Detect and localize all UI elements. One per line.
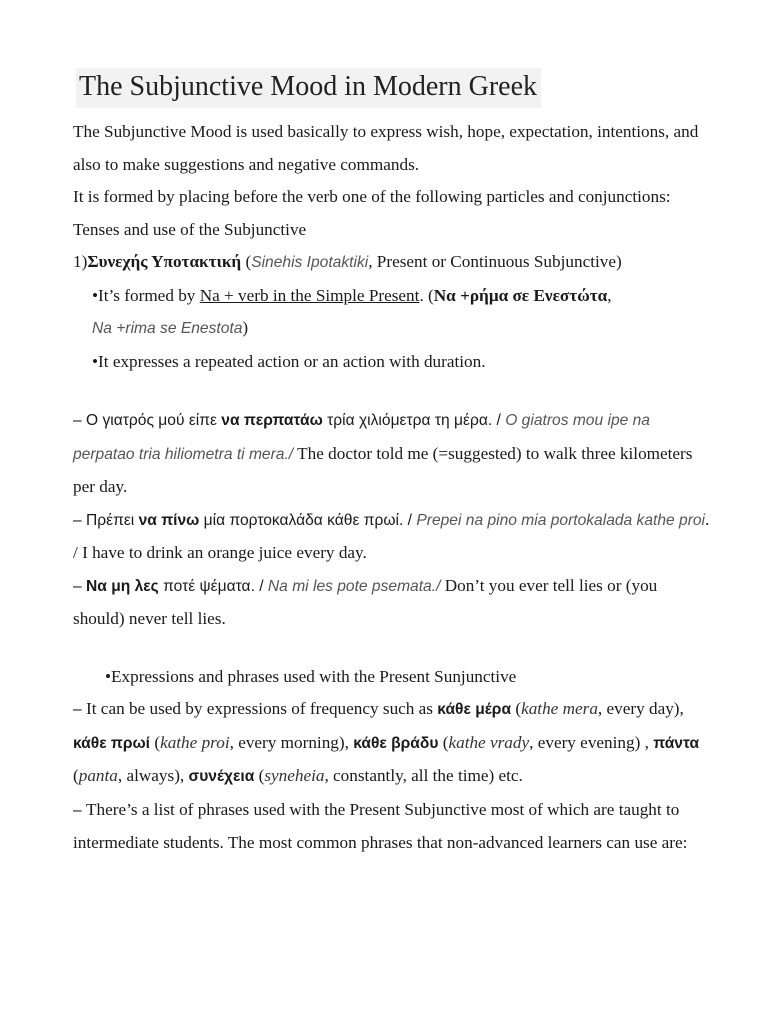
page-title: The Subjunctive Mood in Modern Greek — [76, 68, 541, 108]
greek-term: Συνεχής Υποτακτική — [87, 252, 242, 271]
transliteration: Na +rima se Enestota — [92, 320, 243, 337]
tenses-heading: Tenses and use of the Subjunctive — [73, 219, 307, 239]
greek-bold: συνέχεια — [188, 768, 255, 785]
frequency-paragraph — [73, 693, 713, 794]
comma: , — [607, 285, 612, 305]
greek-bold: κάθε μέρα — [437, 701, 512, 718]
text: , always), — [117, 766, 189, 785]
greek-text: ποτέ ψέματα — [158, 577, 251, 595]
text: , every day), — [597, 699, 684, 718]
greek-bold: κάθε βράδυ — [353, 734, 439, 752]
example-1 — [73, 404, 713, 504]
dash: – — [73, 412, 87, 429]
bullet-expressions: •Expressions and phrases used with the Present Sunjunctive — [105, 666, 517, 686]
english-translation: . / I have to drink an orange juice every day. — [73, 509, 710, 562]
spacer — [73, 636, 713, 661]
paren: ( — [438, 732, 449, 752]
bullet-text: . ( — [419, 285, 434, 305]
text: , constantly, all the time) etc. — [324, 766, 523, 785]
transliteration: kathe vrady — [448, 732, 530, 752]
spacer — [73, 378, 713, 404]
english-translation: Don’t you ever tell lies or (you should) never tell lies. — [73, 575, 658, 628]
text: It can be used by expressions of frequency such as — [86, 699, 438, 718]
english-translation: The doctor told me (=suggested) to walk three kilometers per day. — [73, 443, 693, 496]
text: , every morning), — [229, 732, 354, 752]
greek-text: τρία χιλιόμετρα τη μέρα — [322, 412, 488, 429]
text: , every evening) , — [529, 732, 654, 752]
paren: ( — [241, 252, 252, 271]
paren: ( — [73, 766, 79, 785]
dash: – — [73, 701, 87, 718]
greek-rule: Να +ρήμα σε Ενεστώτα — [433, 285, 608, 305]
transliteration: O giatros mou ipe na perpatao tria hiliometra ti mera./ — [73, 412, 650, 463]
bullet-text: •It’s formed by — [92, 285, 200, 305]
bullet-repeated-action: •It expresses a repeated action or an action with duration. — [92, 351, 486, 371]
separator: . / — [399, 511, 417, 529]
section-rest: , Present or Continuous Subjunctive) — [368, 252, 622, 271]
dash: – — [73, 511, 87, 529]
intro-paragraph: The Subjunctive Mood is used basically to express wish, hope, expectation, intentions, and also to make suggestions and negative commands. — [73, 122, 699, 174]
greek-text: Ο γιατρός μού είπε — [86, 412, 222, 429]
section-number: 1) — [73, 252, 88, 271]
paren: ( — [254, 766, 265, 785]
transliteration: Na mi les pote psemata./ — [267, 577, 441, 595]
greek-text: Πρέπει — [86, 511, 139, 529]
transliteration: kathe proi — [160, 732, 230, 752]
section-present-subjunctive — [73, 246, 713, 280]
paren: ( — [511, 699, 522, 718]
separator: . / — [250, 577, 268, 595]
paren: ) — [242, 318, 249, 337]
greek-bold: να περπατάω — [221, 412, 323, 429]
greek-text: μία πορτοκαλάδα κάθε πρωί — [199, 511, 400, 529]
phrases-paragraph — [73, 794, 713, 860]
transliteration: Prepei na pino mia portokalada kathe proi — [416, 511, 706, 529]
dash: – — [73, 577, 87, 595]
dash: – — [73, 801, 87, 819]
transliteration: kathe mera — [521, 699, 598, 718]
formation-paragraph: It is formed by placing before the verb one of the following particles and conjunctions: — [73, 187, 671, 206]
separator: . / — [487, 412, 506, 429]
paren: ( — [150, 732, 161, 752]
example-2 — [73, 504, 713, 570]
transliteration: panta — [78, 766, 118, 785]
text: There’s a list of phrases used with the Present Subjunctive most of which are taught to intermediate students. The most common phrases that non-advanced learners can use are: — [73, 799, 688, 852]
greek-bold: να πίνω — [138, 511, 200, 529]
bullet-formation — [73, 280, 713, 346]
underlined-rule: Na + verb in the Simple Present — [199, 285, 420, 305]
transliteration: Sinehis Ipotaktiki — [251, 254, 369, 271]
transliteration: syneheia — [264, 766, 325, 785]
greek-bold: πάντα — [653, 734, 700, 752]
greek-bold: Να μη λες — [86, 577, 159, 595]
example-3 — [73, 570, 713, 636]
greek-bold: κάθε πρωί — [73, 734, 151, 752]
document-body — [73, 116, 713, 860]
